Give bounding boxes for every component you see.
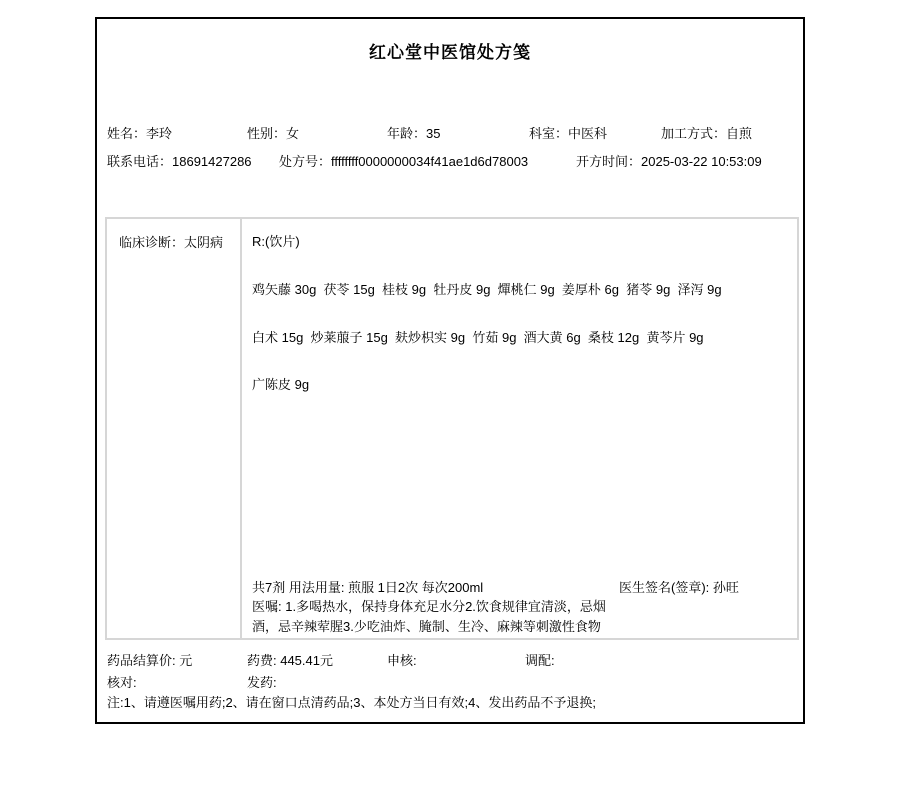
prescription-sheet [95, 17, 805, 724]
footer-note: 注:1、请遵医嘱用药;2、请在窗口点清药品;3、本处方当日有效;4、发出药品不予退换; [107, 695, 596, 710]
clinical-diagnosis: 临床诊断：太阴病 [119, 235, 224, 250]
diagnosis-column [107, 219, 242, 638]
dispensing-field: 调配: [525, 653, 555, 668]
prescription-box [105, 217, 799, 640]
dispense-field: 发药: [247, 675, 277, 690]
processing-method: 加工方式：自煎 [661, 126, 753, 141]
contact-phone: 联系电话：18691427286 [107, 154, 252, 169]
settlement-price: 药品结算价: 元 [107, 653, 193, 668]
patient-age: 年龄：35 [387, 126, 441, 141]
patient-gender: 性别：女 [247, 126, 300, 141]
rx-header: R:(饮片) [252, 234, 300, 249]
page-title: 红心堂中医馆处方笺 [369, 43, 531, 62]
dosage-usage: 共7剂 用法用量: 煎服 1日2次 每次200ml [252, 580, 484, 595]
medicine-fee: 药费: 445.41元 [247, 653, 333, 668]
medical-advice: 医嘱: 1.多喝热水，保持身体充足水分2.饮食规律宜清淡，忌烟酒，忌辛辣荤腥3.少吃油炸、腌制、生冷、麻辣等刺激性食物 [252, 599, 606, 634]
herb-line: 白术 15g 炒莱菔子 15g 麸炒枳实 9g 竹茹 9g 酒大黄 6g 桑枝 12g 黄芩片 9g [252, 330, 704, 345]
check-field: 核对: [107, 675, 137, 690]
patient-name: 姓名：李玲 [107, 126, 173, 141]
department: 科室：中医科 [529, 126, 608, 141]
doctor-signature: 医生签名(签章): 孙旺 [619, 580, 739, 595]
herb-line: 鸡矢藤 30g 茯苓 15g 桂枝 9g 牡丹皮 9g 燀桃仁 9g 姜厚朴 6g 猪苓 9g 泽泻 9g [252, 282, 722, 297]
prescription-number: 处方号：ffffffff0000000034f41ae1d6d78003 [279, 154, 529, 169]
review-field: 申核: [387, 653, 417, 668]
prescription-time: 开方时间：2025-03-22 10:53:09 [576, 154, 762, 169]
herb-line: 广陈皮 9g [252, 377, 310, 392]
